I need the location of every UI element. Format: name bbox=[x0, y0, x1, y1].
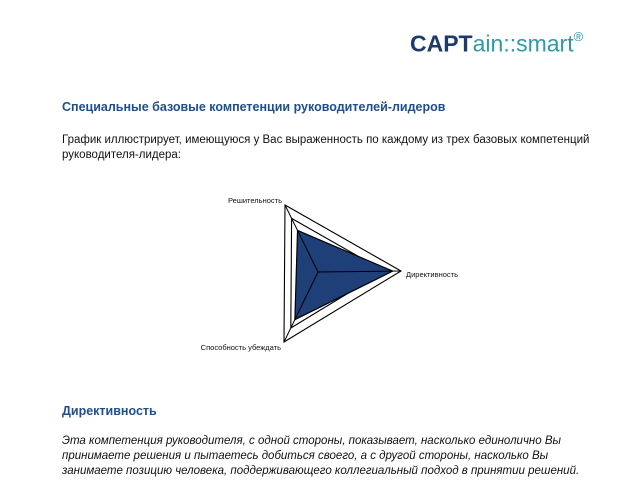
section-title-competencies: Специальные базовые компетенции руководителей-лидеров bbox=[62, 100, 446, 114]
axis-label-directiveness: Директивность bbox=[406, 270, 458, 279]
axis-label-persuasiveness: Способность убеждать bbox=[200, 343, 281, 352]
section-title-directiveness: Директивность bbox=[62, 404, 157, 418]
registered-mark: ® bbox=[573, 29, 584, 44]
intro-line-2: руководителя-лидера: bbox=[62, 149, 181, 161]
description-line-2: принимаете решения и пытаетесь добиться своего, а с другой стороны, насколько Вы bbox=[62, 450, 549, 462]
intro-line-1: График иллюстрирует, имеющуюся у Вас выраженность по каждому из трех базовых компетенций bbox=[62, 134, 590, 146]
logo-ain-smart: ain::smart bbox=[472, 30, 574, 57]
intro-paragraph bbox=[62, 133, 602, 163]
description-line-1: Эта компетенция руководителя, с одной стороны, показывает, насколько единолично Вы bbox=[62, 435, 561, 447]
logo-capt: CAPT bbox=[410, 30, 473, 57]
axis-label-decisiveness: Решительность bbox=[227, 196, 282, 205]
captain-smart-logo bbox=[410, 26, 583, 57]
radar-chart bbox=[0, 180, 642, 360]
directiveness-description bbox=[62, 434, 602, 479]
description-line-3: занимаете позицию человека, поддерживающего коллегиальный подход в принятии решений. bbox=[62, 465, 580, 477]
